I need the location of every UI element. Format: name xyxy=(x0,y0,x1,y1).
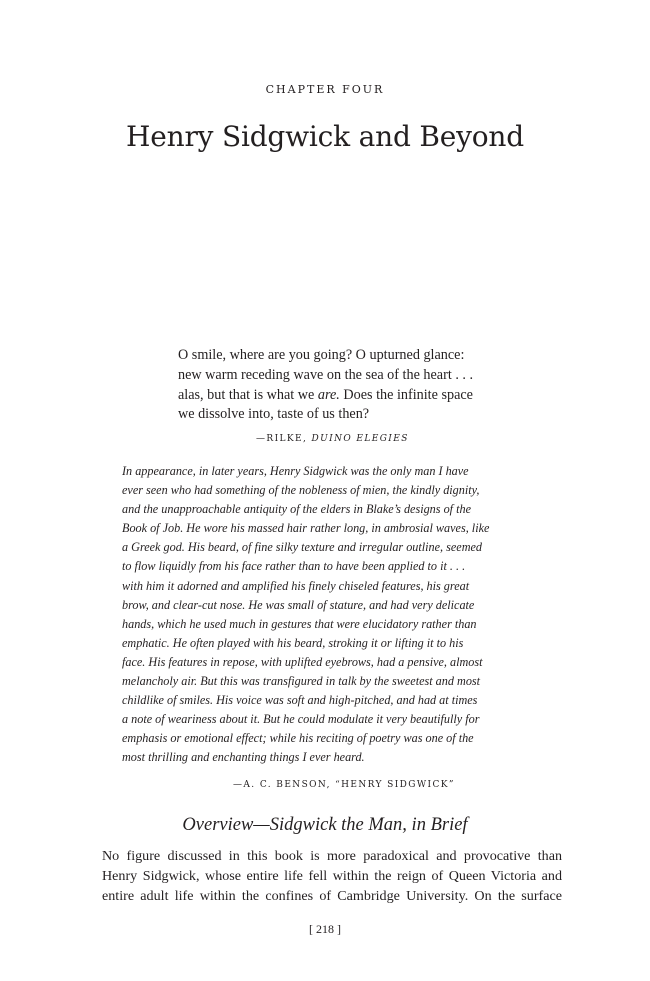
quote-line: most thrilling and enchanting things I ever heard. xyxy=(122,750,365,765)
body-line: No figure discussed in this book is more paradoxical and provocative than xyxy=(102,848,562,864)
quote-line: In appearance, in later years, Henry Sidgwick was the only man I have xyxy=(122,464,469,478)
quote-line: face. His features in repose, with uplifted eyebrows, had a pensive, almost xyxy=(122,654,483,669)
quote-line: childlike of smiles. His voice was soft and high-pitched, and had at times xyxy=(122,693,478,708)
poem-line: new warm receding wave on the sea of the heart . . . xyxy=(178,366,474,383)
quote-attribution: —A. C. BENSON, “HENRY SIDGWICK” xyxy=(233,780,455,790)
quote-line: to flow liquidly from his face rather than to have been applied to it . . . xyxy=(122,559,466,574)
epigraph-poem xyxy=(178,346,538,425)
section-heading: Overview—Sidgwick the Man, in Brief xyxy=(182,815,468,835)
chapter-title: Henry Sidgwick and Beyond xyxy=(126,120,524,153)
epigraph-quote xyxy=(122,462,542,768)
quote-line: a Greek god. His beard, of fine silky texture and irregular outline, seemed xyxy=(122,540,483,555)
quote-line: emphasis or emotional effect; while his reciting of poetry was one of the xyxy=(122,731,474,746)
body-line: entire adult life within the confines of Cambridge University. On the surface xyxy=(102,888,562,904)
poem-text: alas, but that is what we xyxy=(178,386,318,403)
poem-line: O smile, where are you going? O upturned glance: xyxy=(178,347,465,363)
quote-line: with him it adorned and amplified his finely chiseled features, his great xyxy=(122,578,470,593)
attribution-work: DUINO ELEGIES xyxy=(311,434,409,444)
poem-attribution xyxy=(256,434,409,444)
poem-emphasis: are. xyxy=(317,386,340,403)
quote-line: Book of Job. He wore his massed hair rather long, in ambrosial waves, like xyxy=(122,521,490,536)
quote-line: brow, and clear-cut nose. He was small of stature, and had very delicate xyxy=(122,597,475,612)
attribution-author: —RILKE, xyxy=(256,434,312,444)
quote-line: melancholy air. But this was transfigured in talk by the sweetest and most xyxy=(122,674,481,689)
chapter-label: CHAPTER FOUR xyxy=(265,83,385,96)
poem-text: Does the infinite space xyxy=(339,386,473,403)
body-line: Henry Sidgwick, whose entire life fell within the reign of Queen Victoria and xyxy=(102,868,562,884)
quote-line: hands, which he used much in gestures that were elucidatory rather than xyxy=(122,616,477,631)
body-paragraph xyxy=(102,846,562,906)
quote-line: and the unapproachable antiquity of the elders in Blake’s designs of the xyxy=(122,502,471,517)
quote-line: emphatic. He often played with his beard, stroking it or lifting it to his xyxy=(122,635,464,650)
poem-line: we dissolve into, taste of us then? xyxy=(178,406,370,423)
page-number: [ 218 ] xyxy=(309,922,341,936)
quote-line: ever seen who had something of the nobleness of mien, the kindly dignity, xyxy=(122,483,480,498)
quote-line: a note of weariness about it. But he could modulate it very beautifully for xyxy=(122,712,480,727)
poem-line xyxy=(178,386,538,406)
